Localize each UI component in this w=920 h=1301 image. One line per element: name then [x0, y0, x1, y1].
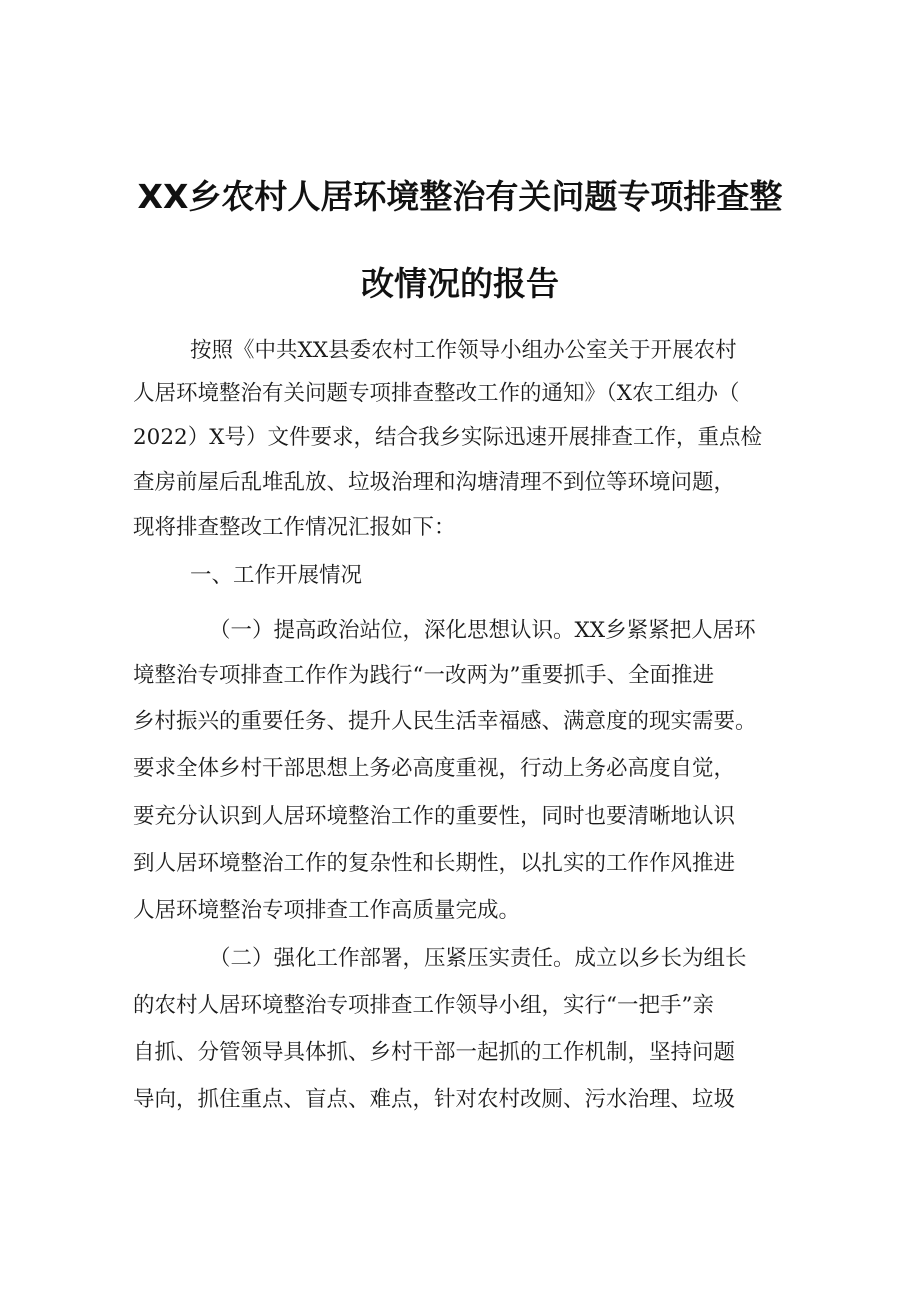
paragraph-item2-line: 自抓、分管领导具体抓、乡村干部一起抓的工作机制，坚持问题 [133, 1040, 736, 1065]
paragraph-intro-line: 查房前屋后乱堆乱放、垃圾治理和沟塘清理不到位等环境问题， [133, 470, 736, 495]
paragraph-item1-line: 要求全体乡村干部思想上务必高度重视，行动上务必高度自觉， [133, 756, 736, 781]
paragraph-item1-line: 境整治专项排查工作作为践行“一改两为”重要抓手、全面推进 [133, 663, 714, 688]
paragraph-intro-line: 现将排查整改工作情况汇报如下： [133, 515, 456, 540]
paragraph-item2-line: （二）强化工作部署，压紧压实责任。成立以乡长为组长 [209, 946, 747, 971]
paragraph-item1-line: 要充分认识到人居环境整治工作的重要性，同时也要清晰地认识 [133, 804, 736, 829]
paragraph-item1-line: （一）提高政治站位，深化思想认识。XX乡紧紧把人居环 [209, 618, 756, 643]
paragraph-item2-line: 导向，抓住重点、盲点、难点，针对农村改厕、污水治理、垃圾 [133, 1087, 736, 1112]
paragraph-intro-line: 2022）X号）文件要求，结合我乡实际迅速开展排查工作，重点检 [133, 425, 763, 450]
paragraph-item1-line: 乡村振兴的重要任务、提升人民生活幸福感、满意度的现实需要。 [133, 709, 757, 734]
paragraph-intro-line: 人居环境整治有关问题专项排查整改工作的通知》（X农工组办（ [133, 381, 740, 406]
paragraph-item2-line: 的农村人居环境整治专项排查工作领导小组，实行“一把手”亲 [133, 993, 714, 1018]
paragraph-item1-line: 到人居环境整治工作的复杂性和长期性，以扎实的工作作风推进 [133, 851, 736, 876]
document-title-line-1: XX乡农村人居环境整治有关问题专项排查整 [137, 177, 783, 216]
section-heading: 一、工作开展情况 [190, 563, 363, 588]
paragraph-intro-line: 按照《中共XX县委农村工作领导小组办公室关于开展农村 [190, 338, 737, 363]
paragraph-item1-line: 人居环境整治专项排查工作高质量完成。 [133, 898, 521, 923]
document-title-line-2: 改情况的报告 [361, 264, 559, 303]
